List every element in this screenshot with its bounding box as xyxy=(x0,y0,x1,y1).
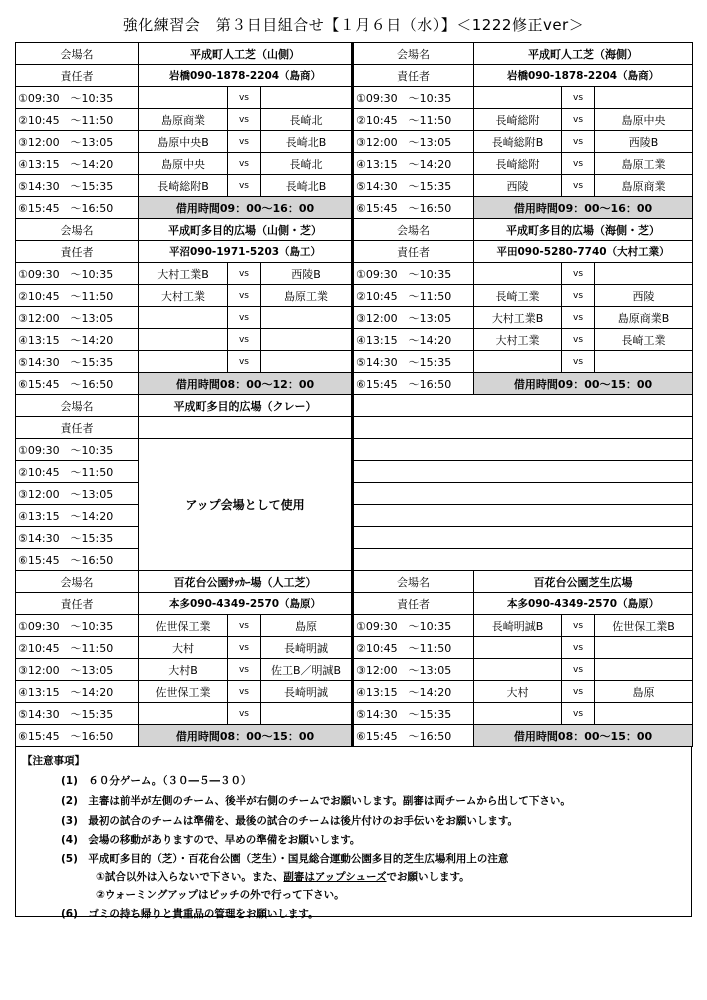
time-slot: ⑥15:45 ～16:50 xyxy=(16,549,139,571)
empty-cell xyxy=(353,395,693,417)
time-slot: ④13:15 ～14:20 xyxy=(16,505,139,527)
venue-label: 会場名 xyxy=(16,571,139,593)
table-row xyxy=(16,87,693,109)
venue-label: 会場名 xyxy=(16,43,139,65)
vs-label: vs xyxy=(228,307,261,329)
vs-label: vs xyxy=(228,87,261,109)
time-slot: ⑥15:45 ～16:50 xyxy=(353,373,474,395)
team-away xyxy=(595,659,693,681)
team-home: 大村 xyxy=(474,681,562,703)
table-row xyxy=(16,659,693,681)
team-home: 島原商業 xyxy=(139,109,228,131)
vs-label: vs xyxy=(228,329,261,351)
team-away: 長崎明誠 xyxy=(261,637,353,659)
team-away xyxy=(595,637,693,659)
time-slot: ⑤14:30 ～15:35 xyxy=(16,351,139,373)
time-slot: ①09:30 ～10:35 xyxy=(16,263,139,285)
table-row xyxy=(16,109,693,131)
team-away: 佐世保工業B xyxy=(595,615,693,637)
team-home: 大村工業B xyxy=(474,307,562,329)
rental-time: 借用時間09：00～16：00 xyxy=(139,197,353,219)
team-home: 大村B xyxy=(139,659,228,681)
team-home xyxy=(474,703,562,725)
team-home: 大村工業B xyxy=(139,263,228,285)
time-slot: ⑤14:30 ～15:35 xyxy=(353,175,474,197)
vs-label: vs xyxy=(562,307,595,329)
team-home xyxy=(474,351,562,373)
team-away: 長崎北 xyxy=(261,153,353,175)
table-row xyxy=(16,219,693,241)
team-away: 長崎北 xyxy=(261,109,353,131)
table-row xyxy=(16,637,693,659)
venue-label: 会場名 xyxy=(353,43,474,65)
vs-label: vs xyxy=(562,703,595,725)
vs-label: vs xyxy=(562,109,595,131)
table-row xyxy=(16,263,693,285)
team-away: 島原工業 xyxy=(261,285,353,307)
vs-label: vs xyxy=(562,263,595,285)
time-slot: ③12:00 ～13:05 xyxy=(16,307,139,329)
table-row xyxy=(16,505,693,527)
note-3: (3) 最初の試合のチームは準備を、最後の試合のチームは後片付けのお手伝いをお願いします。 xyxy=(61,815,519,827)
empty-cell xyxy=(353,483,693,505)
venue-name: 百花台公園ｻｯｶｰ場（人工芝） xyxy=(139,571,353,593)
team-home xyxy=(474,87,562,109)
time-slot: ⑤14:30 ～15:35 xyxy=(16,703,139,725)
table-row xyxy=(16,65,693,87)
rental-time: 借用時間08：00～12：00 xyxy=(139,373,353,395)
table-row xyxy=(16,439,693,461)
team-home: 佐世保工業 xyxy=(139,615,228,637)
table-row xyxy=(16,549,693,571)
team-away: 長崎明誠 xyxy=(261,681,353,703)
vs-label: vs xyxy=(228,263,261,285)
table-row xyxy=(16,527,693,549)
team-away xyxy=(595,703,693,725)
team-away xyxy=(595,87,693,109)
time-slot: ⑥15:45 ～16:50 xyxy=(353,197,474,219)
table-row xyxy=(16,153,693,175)
team-home xyxy=(139,351,228,373)
venue-label: 会場名 xyxy=(16,395,139,417)
table-row xyxy=(16,681,693,703)
empty-cell xyxy=(353,439,693,461)
vs-label: vs xyxy=(228,175,261,197)
team-home: 長崎総附B xyxy=(474,131,562,153)
team-home: 島原中央B xyxy=(139,131,228,153)
time-slot: ③12:00 ～13:05 xyxy=(16,483,139,505)
time-slot: ⑥15:45 ～16:50 xyxy=(16,725,139,747)
note-5-sub-1: ①試合以外は入らないで下さい。また、副審はアップシューズでお願いします。 xyxy=(96,871,470,883)
notes-heading: 【注意事項】 xyxy=(22,755,85,767)
team-home xyxy=(139,703,228,725)
note-2: (2) 主審は前半が左側のチーム、後半が右側のチームでお願いします。副審は両チームから出して下さい。 xyxy=(61,795,571,807)
vs-label: vs xyxy=(228,351,261,373)
empty-cell xyxy=(353,549,693,571)
venue-name: 平成町人工芝（海側） xyxy=(474,43,693,65)
team-away xyxy=(595,263,693,285)
venue-name: 平成町多目的広場（海側・芝） xyxy=(474,219,693,241)
table-row xyxy=(16,307,693,329)
venue-label: 会場名 xyxy=(353,571,474,593)
manager-contact: 本多090-4349-2570（島原） xyxy=(139,593,353,615)
team-home xyxy=(474,659,562,681)
table-row xyxy=(16,725,693,747)
team-away: 島原商業 xyxy=(595,175,693,197)
table-row xyxy=(16,351,693,373)
table-row xyxy=(16,197,693,219)
empty-cell xyxy=(353,417,693,439)
team-away: 西陵 xyxy=(595,285,693,307)
time-slot: ④13:15 ～14:20 xyxy=(16,153,139,175)
team-away xyxy=(261,351,353,373)
warmup-venue-note: アップ会場として使用 xyxy=(139,439,353,571)
team-away: 島原中央 xyxy=(595,109,693,131)
manager-label: 責任者 xyxy=(353,65,474,87)
team-away xyxy=(261,87,353,109)
venue-name: 平成町多目的広場（クレー） xyxy=(139,395,353,417)
time-slot: ②10:45 ～11:50 xyxy=(16,461,139,483)
vs-label: vs xyxy=(562,681,595,703)
vs-label: vs xyxy=(228,153,261,175)
time-slot: ②10:45 ～11:50 xyxy=(353,285,474,307)
time-slot: ⑥15:45 ～16:50 xyxy=(16,197,139,219)
venue-label: 会場名 xyxy=(353,219,474,241)
manager-label: 責任者 xyxy=(353,593,474,615)
team-away: 島原 xyxy=(595,681,693,703)
time-slot: ②10:45 ～11:50 xyxy=(353,637,474,659)
page-title: 強化練習会 第３日目組合せ【１月６日（水）】＜1222修正ver＞ xyxy=(122,16,585,34)
team-away xyxy=(261,329,353,351)
team-away: 長崎北B xyxy=(261,175,353,197)
venue-label: 会場名 xyxy=(16,219,139,241)
vs-label: vs xyxy=(228,109,261,131)
vs-label: vs xyxy=(562,131,595,153)
team-home: 長崎工業 xyxy=(474,285,562,307)
table-row xyxy=(16,461,693,483)
team-away xyxy=(261,703,353,725)
team-home: 大村 xyxy=(139,637,228,659)
vs-label: vs xyxy=(562,329,595,351)
manager-contact: 平田090-5280-7740（大村工業） xyxy=(474,241,693,263)
vs-label: vs xyxy=(562,153,595,175)
team-away: 島原 xyxy=(261,615,353,637)
table-row xyxy=(16,395,693,417)
manager-label: 責任者 xyxy=(353,241,474,263)
team-away: 長崎北B xyxy=(261,131,353,153)
time-slot: ③12:00 ～13:05 xyxy=(16,659,139,681)
venue-name: 平成町多目的広場（山側・芝） xyxy=(139,219,353,241)
time-slot: ⑤14:30 ～15:35 xyxy=(353,351,474,373)
table-row xyxy=(16,373,693,395)
empty-cell xyxy=(353,527,693,549)
vs-label: vs xyxy=(228,703,261,725)
time-slot: ④13:15 ～14:20 xyxy=(353,681,474,703)
team-away xyxy=(595,351,693,373)
table-row xyxy=(16,483,693,505)
empty-cell xyxy=(353,461,693,483)
time-slot: ⑤14:30 ～15:35 xyxy=(353,703,474,725)
team-away xyxy=(261,307,353,329)
rental-time: 借用時間08：00～15：00 xyxy=(474,725,693,747)
table-row xyxy=(16,593,693,615)
vs-label: vs xyxy=(562,637,595,659)
time-slot: ⑥15:45 ～16:50 xyxy=(353,725,474,747)
table-row xyxy=(16,43,693,65)
rental-time: 借用時間08：00～15：00 xyxy=(139,725,353,747)
note-4: (4) 会場の移動がありますので、早めの準備をお願いします。 xyxy=(61,834,361,846)
time-slot: ②10:45 ～11:50 xyxy=(353,109,474,131)
manager-label: 責任者 xyxy=(16,417,139,439)
time-slot: ①09:30 ～10:35 xyxy=(353,263,474,285)
table-row xyxy=(16,571,693,593)
venue-name: 平成町人工芝（山側） xyxy=(139,43,353,65)
vs-label: vs xyxy=(562,285,595,307)
vs-label: vs xyxy=(228,615,261,637)
manager-label: 責任者 xyxy=(16,65,139,87)
empty-cell xyxy=(353,505,693,527)
team-home xyxy=(139,329,228,351)
time-slot: ④13:15 ～14:20 xyxy=(353,329,474,351)
vs-label: vs xyxy=(228,637,261,659)
vs-label: vs xyxy=(562,87,595,109)
time-slot: ②10:45 ～11:50 xyxy=(16,285,139,307)
table-row xyxy=(16,417,693,439)
empty-cell xyxy=(139,417,353,439)
team-home xyxy=(474,263,562,285)
time-slot: ①09:30 ～10:35 xyxy=(16,439,139,461)
team-home: 島原中央 xyxy=(139,153,228,175)
time-slot: ②10:45 ～11:50 xyxy=(16,109,139,131)
time-slot: ③12:00 ～13:05 xyxy=(16,131,139,153)
vs-label: vs xyxy=(228,285,261,307)
note-5-sub-2: ②ウォーミングアップはピッチの外で行って下さい。 xyxy=(96,889,345,901)
vs-label: vs xyxy=(562,351,595,373)
manager-contact: 本多090-4349-2570（島原） xyxy=(474,593,693,615)
manager-label: 責任者 xyxy=(16,593,139,615)
time-slot: ⑤14:30 ～15:35 xyxy=(16,527,139,549)
table-row xyxy=(16,131,693,153)
time-slot: ③12:00 ～13:05 xyxy=(353,131,474,153)
team-home: 大村工業 xyxy=(474,329,562,351)
rental-time: 借用時間09：00～16：00 xyxy=(474,197,693,219)
time-slot: ①09:30 ～10:35 xyxy=(16,87,139,109)
notes-box xyxy=(15,747,692,920)
table-row xyxy=(16,241,693,263)
team-home: 佐世保工業 xyxy=(139,681,228,703)
note-1: (1) ６０分ゲーム。（３０―５―３０） xyxy=(61,775,252,787)
team-away: 島原商業B xyxy=(595,307,693,329)
time-slot: ⑥15:45 ～16:50 xyxy=(16,373,139,395)
manager-label: 責任者 xyxy=(16,241,139,263)
team-home: 西陵 xyxy=(474,175,562,197)
team-home xyxy=(474,637,562,659)
table-row xyxy=(16,329,693,351)
schedule-table xyxy=(15,42,693,747)
time-slot: ①09:30 ～10:35 xyxy=(353,87,474,109)
time-slot: ⑤14:30 ～15:35 xyxy=(16,175,139,197)
team-away: 西陵B xyxy=(261,263,353,285)
note-5: (5) 平成町多目的（芝）・百花台公園（芝生）・国見総合運動公園多目的芝生広場利用上の注意 xyxy=(61,853,509,865)
time-slot: ②10:45 ～11:50 xyxy=(16,637,139,659)
team-away: 西陵B xyxy=(595,131,693,153)
venue-name: 百花台公園芝生広場 xyxy=(474,571,693,593)
team-home: 長崎総附B xyxy=(139,175,228,197)
team-home: 長崎総附 xyxy=(474,153,562,175)
manager-contact: 岩橋090-1878-2204（島商） xyxy=(139,65,353,87)
vs-label: vs xyxy=(228,681,261,703)
team-home xyxy=(139,307,228,329)
table-row xyxy=(16,285,693,307)
team-home: 長崎明誠B xyxy=(474,615,562,637)
team-away: 島原工業 xyxy=(595,153,693,175)
team-home: 大村工業 xyxy=(139,285,228,307)
time-slot: ③12:00 ～13:05 xyxy=(353,659,474,681)
vs-label: vs xyxy=(562,175,595,197)
note-6: (6) ゴミの持ち帰りと貴重品の管理をお願いします。 xyxy=(61,908,319,920)
manager-contact: 平沼090-1971-5203（島工） xyxy=(139,241,353,263)
vs-label: vs xyxy=(562,615,595,637)
time-slot: ③12:00 ～13:05 xyxy=(353,307,474,329)
team-home xyxy=(139,87,228,109)
table-row xyxy=(16,703,693,725)
team-away: 佐工B／明誠B xyxy=(261,659,353,681)
table-row xyxy=(16,615,693,637)
vs-label: vs xyxy=(562,659,595,681)
team-home: 長崎総附 xyxy=(474,109,562,131)
vs-label: vs xyxy=(228,131,261,153)
rental-time: 借用時間09：00～15：00 xyxy=(474,373,693,395)
time-slot: ①09:30 ～10:35 xyxy=(16,615,139,637)
table-row xyxy=(16,175,693,197)
time-slot: ①09:30 ～10:35 xyxy=(353,615,474,637)
time-slot: ④13:15 ～14:20 xyxy=(16,329,139,351)
time-slot: ④13:15 ～14:20 xyxy=(16,681,139,703)
time-slot: ④13:15 ～14:20 xyxy=(353,153,474,175)
manager-contact: 岩橋090-1878-2204（島商） xyxy=(474,65,693,87)
team-away: 長崎工業 xyxy=(595,329,693,351)
vs-label: vs xyxy=(228,659,261,681)
